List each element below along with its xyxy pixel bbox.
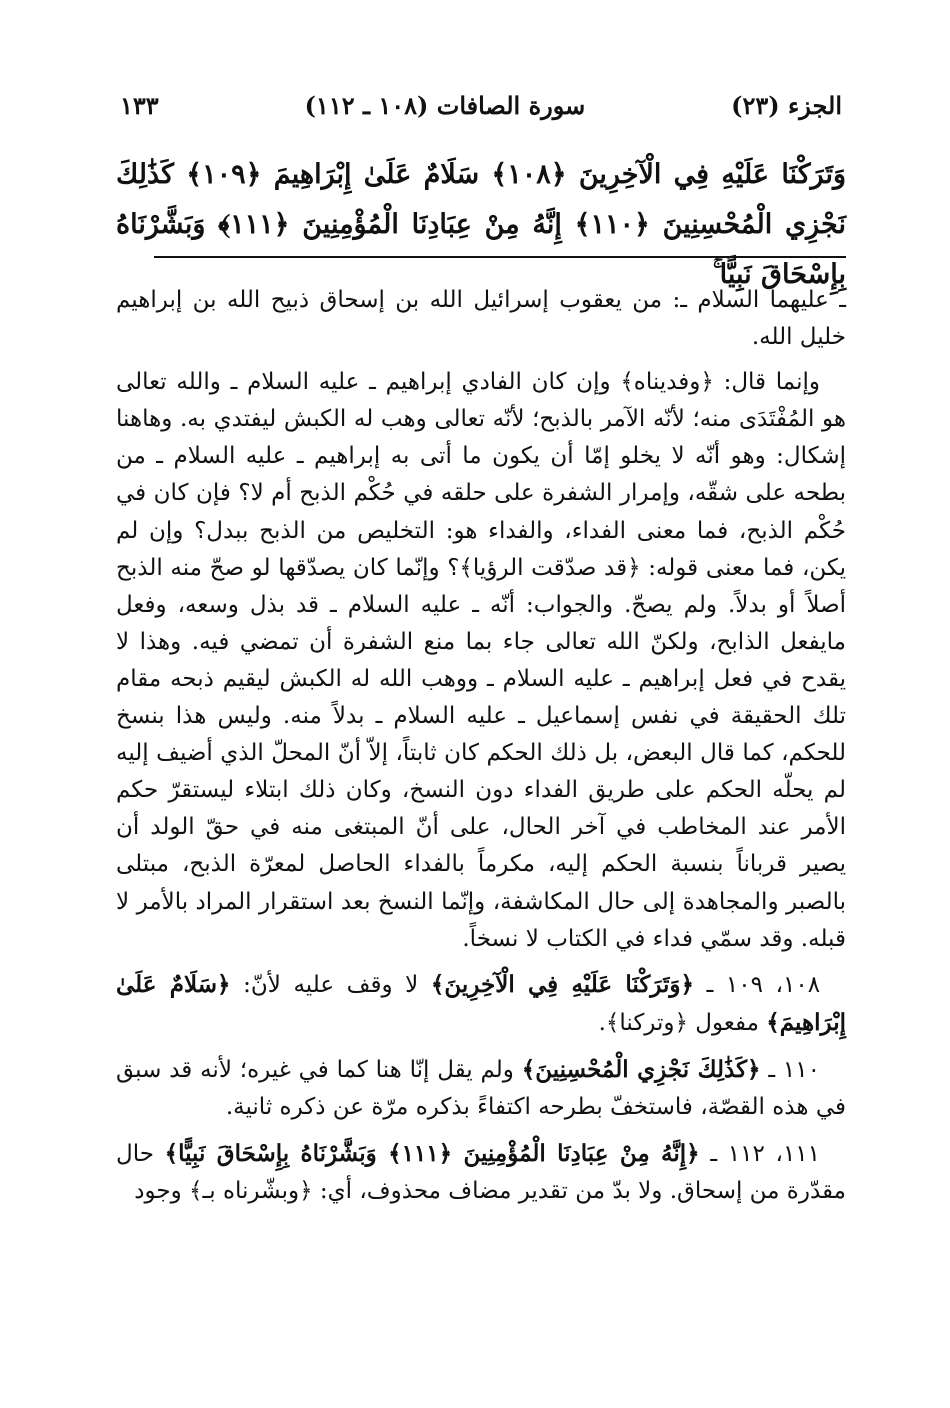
page-number: ١٣٣ (120, 90, 159, 120)
paragraph-verse-110 (116, 1051, 846, 1126)
surah-title: سورة الصافات (١٠٨ ـ ١١٢) (304, 90, 586, 120)
paragraph-verses-111-112 (116, 1135, 846, 1210)
commentary-text: حال مقدّرة من إسحاق. ولا بدّ من تقدير مضاف محذوف، أي: ﴿وبشّرناه بـ﴾ وجود (116, 1141, 846, 1205)
paragraph-fidyah: وإنما قال: ﴿وفديناه﴾ وإن كان الفادي إبراهيم ـ عليه السلام ـ والله تعالى هو المُفْتَدَى منه؛ لأنّه الآمر بالذبح؛ لأنّه تعالى وهب له الكبش ليفتدي به. وهاهنا إشكال: وهو أنّه لا يخلو إمّا أن يكون ما أتى به إبراهيم ـ عليه السلام ـ من بطحه على شقّه، وإمرار الشفرة على حلقه في حُكْم الذبح أم لا؟ فإن كان في حُكْم الذبح، فما معنى الفداء، والفداء هو: التخليص من الذبح ببدل؟ وإن لم يكن، فما معنى قوله: ﴿قد صدّقت الرؤيا﴾؟ وإنّما كان يصدّقها لو صحّ منه الذبح أصلاً أو بدلاً. ولم يصحّ. والجواب: أنّه ـ عليه السلام ـ قد بذل وسعه، وفعل مايفعل الذابح، ولكنّ الله تعالى جاء بما منع الشفرة أن تمضي فيه. وهذا لا يقدح في فعل إبراهيم ـ عليه السلام ـ ووهب الله له الكبش ليقيم ذبحه مقام تلك الحقيقة في نفس إسماعيل ـ عليه السلام ـ بدلاً منه. وليس هذا بنسخ للحكم، كما قال البعض، بل ذلك الحكم كان ثابتاً، إلاّ أنّ المحلّ الذي أضيف إليه لم يحلّه الحكم على طريق الفداء دون النسخ، وكان ذلك ابتلاء ليستقرّ حكم الأمر عند المخاطب في آخر الحال، على أنّ المبتغى منه في حقّ الولد أن يصير قرباناً بنسبة الحكم إليه، مكرماً بالفداء الحاصل لمعرّة الذبح، مبتلى بالصبر والمجاهدة إلى حال المكاشفة، وإنّما النسخ بعد استقرار المراد بالأمر لا قبله. وقد سمّي فداء في الكتاب لا نسخاً. (116, 369, 846, 952)
verse-number-lead: ١١٠ ـ (768, 1056, 820, 1083)
quoted-verse: ﴿كَذَٰلِكَ نَجْزِي الْمُحْسِنِينَ﴾ (521, 1055, 761, 1083)
verse-number-lead: ١٠٨، ١٠٩ ـ (706, 971, 821, 998)
commentary-body (116, 282, 846, 1218)
juz-label: الجزء (٢٣) (731, 90, 842, 120)
header-divider (154, 256, 846, 258)
commentary-text: ولم يقل إنّا هنا كما في غيره؛ لأنه قد سبق في هذه القصّة، فاستخفّ بطرحه اكتفاءً بذكره مرّة عن ذكره ثانية. (116, 1056, 846, 1120)
quran-verses: وَتَرَكْنَا عَلَيْهِ فِي الْآخِرِينَ ﴿١٠٨﴾ سَلَامٌ عَلَىٰ إِبْرَاهِيمَ ﴿١٠٩﴾ كَذَٰلِكَ نَجْزِي الْمُحْسِنِينَ ﴿١١٠﴾ إِنَّهُ مِنْ عِبَادِنَا الْمُؤْمِنِينَ ﴿١١١﴾ وَبَشَّرْنَاهُ بِإِسْحَاقَ نَبِيًّا ۚ (116, 159, 846, 290)
page-header (120, 84, 842, 126)
quoted-verse: ﴿إِنَّهُ مِنْ عِبَادِنَا الْمُؤْمِنِينَ ﴿١١١﴾ وَبَشَّرْنَاهُ بِإِسْحَاقَ نَبِيًّا﴾ (164, 1140, 700, 1168)
commentary-text: لا وقف عليه لأنّ: (243, 971, 419, 998)
quoted-verse: ﴿سَلَامٌ عَلَىٰ إِبْرَاهِيمَ﴾ (116, 970, 846, 1036)
paragraph-intro: ـ عليهما السلام ـ: من يعقوب إسرائيل الله بن إسحاق ذبيح الله بن إبراهيم خليل الله. (116, 287, 846, 351)
paragraph-verses-108-109 (116, 966, 846, 1042)
quoted-verse: ﴿وَتَرَكْنَا عَلَيْهِ فِي الْآخِرِينَ﴾ (430, 970, 694, 998)
commentary-text: مفعول ﴿وتركنا﴾. (598, 1009, 759, 1036)
verse-number-lead: ١١١، ١١٢ ـ (710, 1141, 820, 1168)
